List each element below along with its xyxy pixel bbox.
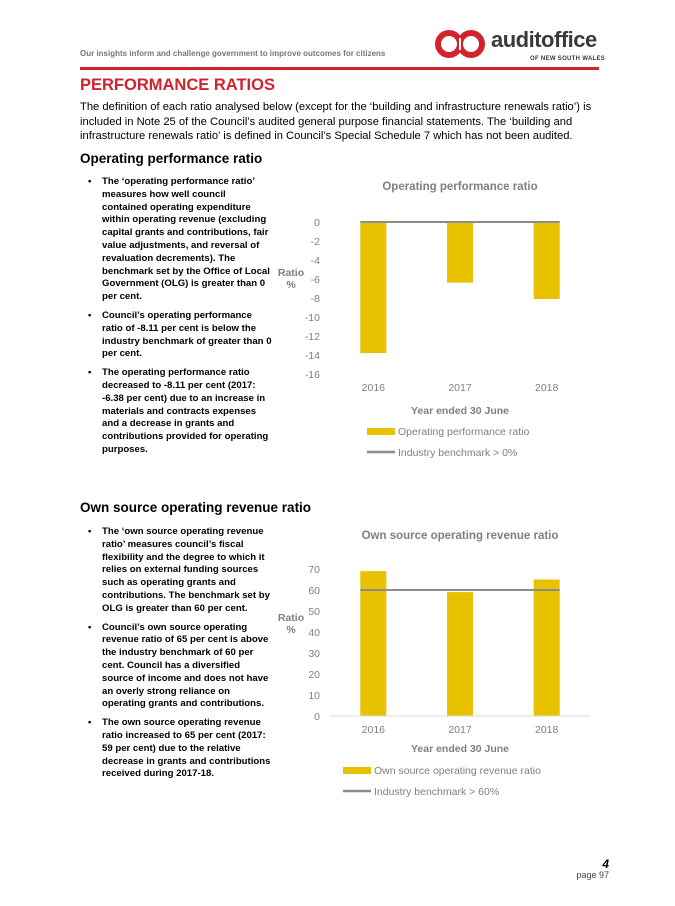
y-tick-label: 10	[308, 690, 320, 702]
bullet-item: • Council’s operating performance ratio of -8.11 per cent is below the industry benchmark of greater than 0 per cent.	[88, 310, 273, 361]
bullet-item: • The own source operating revenue ratio increased to 65 per cent (2017: 59 per cent) due to the relative decrease in grants and contributions received during 2017-18.	[88, 717, 273, 781]
y-tick-label: 70	[308, 564, 320, 576]
y-axis-label-unit: %	[286, 279, 296, 291]
y-axis-label: Ratio	[277, 267, 305, 279]
bullet-item: • The ‘operating performance ratio’ measures how well council contained operating expenditure within operating revenue (excluding capital grants and contributions, fair value adjustments, and reversal of revaluation decrements). The benchmark set by the Office of Local Government (OLG) is greater than 0 per cent.	[88, 176, 273, 304]
own-source-chart	[255, 520, 600, 805]
bullet-item: • The operating performance ratio decreased to -8.11 per cent (2017: -6.38 per cent) due to an increase in materials and contracts expenses and a decrease in grants and contributions provided for operating purposes.	[88, 367, 273, 457]
x-tick-label: 2018	[534, 724, 559, 736]
y-tick-label: -4	[310, 255, 320, 267]
x-tick-label: 2016	[361, 382, 386, 394]
tagline: Our insights inform and challenge government to improve outcomes for citizens	[80, 49, 386, 58]
x-tick-label: 2017	[448, 382, 472, 394]
y-axis-label: Ratio	[277, 612, 305, 624]
bar-2017	[447, 222, 473, 283]
intro-paragraph: The definition of each ratio analysed below (except for the ‘building and infrastructure renewals ratio’) is included in Note 25 of the Council’s audited general purpose financial statements. The ‘building and infrastructure renewals ratio’ is defined in Council’s Special Schedule 7 which has not been audited.	[80, 101, 592, 143]
legend-swatch-series	[343, 767, 371, 774]
y-tick-label: 0	[314, 711, 320, 723]
bar-2017	[447, 592, 473, 716]
header-rule	[80, 67, 599, 70]
bar-2018	[534, 222, 560, 299]
y-tick-label: 50	[308, 606, 320, 618]
x-tick-label: 2018	[534, 382, 559, 394]
legend-label-benchmark: Industry benchmark > 0%	[398, 447, 518, 459]
y-tick-label: -2	[310, 236, 320, 248]
bar-2018	[534, 580, 560, 717]
legend-label-series: Own source operating revenue ratio	[374, 765, 541, 777]
section-heading-operating-performance: Operating performance ratio	[80, 151, 263, 166]
chart-title: Operating performance ratio	[382, 181, 538, 193]
logo-ring-left	[438, 33, 460, 55]
y-tick-label: -12	[304, 331, 320, 343]
own-source-bullets	[88, 526, 273, 787]
bar-2016	[360, 222, 386, 353]
section-number: 4	[602, 857, 609, 871]
bullet-item: • Council’s own source operating revenue ratio of 65 per cent is above the industry benchmark of 60 per cent. Council has a diversified source of income and does not have an overly strong reliance on operating grants and contributions.	[88, 622, 273, 712]
legend-label-benchmark: Industry benchmark > 60%	[374, 786, 500, 798]
y-tick-label: -10	[304, 312, 320, 324]
y-tick-label: 60	[308, 585, 320, 597]
x-tick-label: 2017	[448, 724, 472, 736]
page-number: page 97	[576, 870, 609, 880]
bar-2016	[360, 571, 386, 716]
legend-swatch-series	[367, 428, 395, 435]
x-tick-label: 2016	[361, 724, 386, 736]
y-tick-label: -6	[310, 274, 320, 286]
y-axis-label-unit: %	[286, 624, 296, 636]
y-tick-label: 20	[308, 669, 320, 681]
y-tick-label: 30	[308, 648, 320, 660]
logo-ring-right	[460, 33, 482, 55]
logo-subtitle: OF NEW SOUTH WALES	[530, 56, 606, 62]
y-tick-label: -8	[310, 293, 320, 305]
y-tick-label: -14	[304, 350, 320, 362]
x-axis-label: Year ended 30 June	[410, 743, 510, 755]
page-title: PERFORMANCE RATIOS	[80, 76, 275, 94]
x-axis-label: Year ended 30 June	[410, 405, 510, 417]
chart-title: Own source operating revenue ratio	[361, 530, 559, 542]
operating-performance-chart	[255, 170, 600, 470]
y-tick-label: 40	[308, 627, 320, 639]
section-heading-own-source: Own source operating revenue ratio	[80, 500, 312, 515]
logo-wordmark: auditoffice	[491, 27, 597, 52]
y-tick-label: -16	[304, 369, 320, 381]
y-tick-label: 0	[314, 217, 320, 229]
bullet-item: • The ‘own source operating revenue ratio’ measures council’s fiscal flexibility and the degree to which it relies on external funding sources such as operating grants and contributions. The benchmark set by OLG is greater than 60 per cent.	[88, 526, 273, 616]
legend-label-series: Operating performance ratio	[398, 426, 530, 438]
operating-performance-bullets	[88, 176, 273, 463]
